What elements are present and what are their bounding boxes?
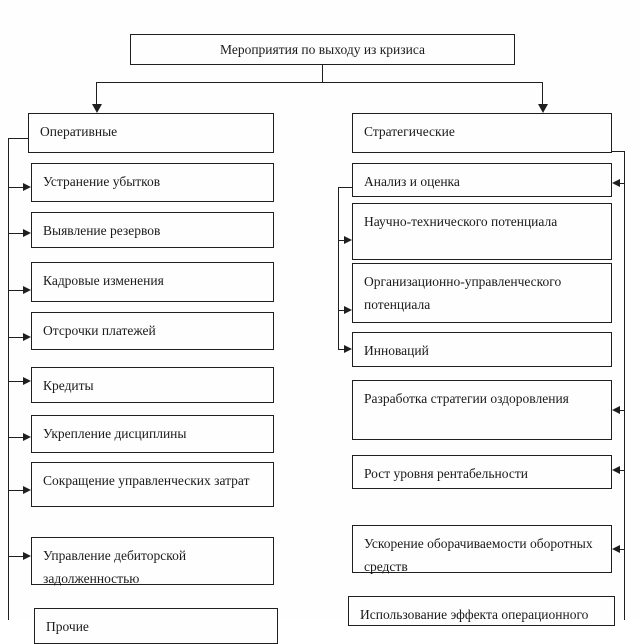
arrowhead-right [344,345,352,353]
arrowhead-left [612,545,620,553]
left-item-box: Сокращение управленческих затрат [31,462,274,507]
connector-line [8,556,24,557]
arrowhead-right [344,236,352,244]
connector-line [96,82,543,83]
arrowhead-right [344,306,352,314]
left-item-box: Укрепление дисциплины [31,415,274,453]
connector-line [8,138,9,620]
arrowhead-right [23,377,31,385]
connector-line [338,187,339,349]
right-header-box: Стратегические [352,113,612,153]
arrowhead-right [23,552,31,560]
analysis-item-box: Организационно-управленческого потенциала [352,263,612,323]
left-item-box: Выявление резервов [31,212,274,248]
analysis-item-box: Научно-технического потенциала [352,203,612,260]
left-item-box: Управление дебиторской задолженностью [31,537,274,585]
connector-line [338,187,352,188]
left-item-box: Устранение убытков [31,163,274,202]
connector-line [8,437,24,438]
left-item-box: Прочие [34,608,278,644]
connector-line [620,183,625,184]
strategy-item-box: Ускорение оборачиваемости оборотных средств [352,525,612,573]
analysis-header-box: Анализ и оценка [352,163,612,197]
connector-line [620,549,625,550]
connector-line [620,470,625,471]
connector-line [96,82,97,105]
strategy-item-box: Использование эффекта операционного [348,596,615,626]
arrowhead-down [538,104,548,113]
strategy-item-box: Рост уровня рентабельности [352,455,612,489]
left-item-box: Кадровые изменения [31,262,274,302]
left-item-box: Отсрочки платежей [31,312,274,350]
arrowhead-down [92,104,102,113]
arrowhead-left [612,179,620,187]
arrowhead-right [23,333,31,341]
arrowhead-right [23,433,31,441]
arrowhead-right [23,486,31,494]
arrowhead-left [612,406,620,414]
arrowhead-right [23,183,31,191]
arrowhead-right [23,229,31,237]
connector-line [8,233,24,234]
connector-line [8,290,24,291]
strategy-item-box: Разработка стратегии оздоровления [352,380,612,440]
arrowhead-right [23,286,31,294]
connector-line [542,82,543,105]
root-box: Мероприятия по выходу из кризиса [130,34,515,65]
left-item-box: Кредиты [31,367,274,403]
left-header-box: Оперативные [28,113,274,153]
arrowhead-left [612,466,620,474]
connector-line [8,138,28,139]
connector-line [8,187,24,188]
analysis-item-box: Инноваций [352,332,612,367]
connector-line [322,65,323,82]
connector-line [620,410,625,411]
connector-line [8,490,24,491]
connector-line [8,337,24,338]
connector-line [8,381,24,382]
